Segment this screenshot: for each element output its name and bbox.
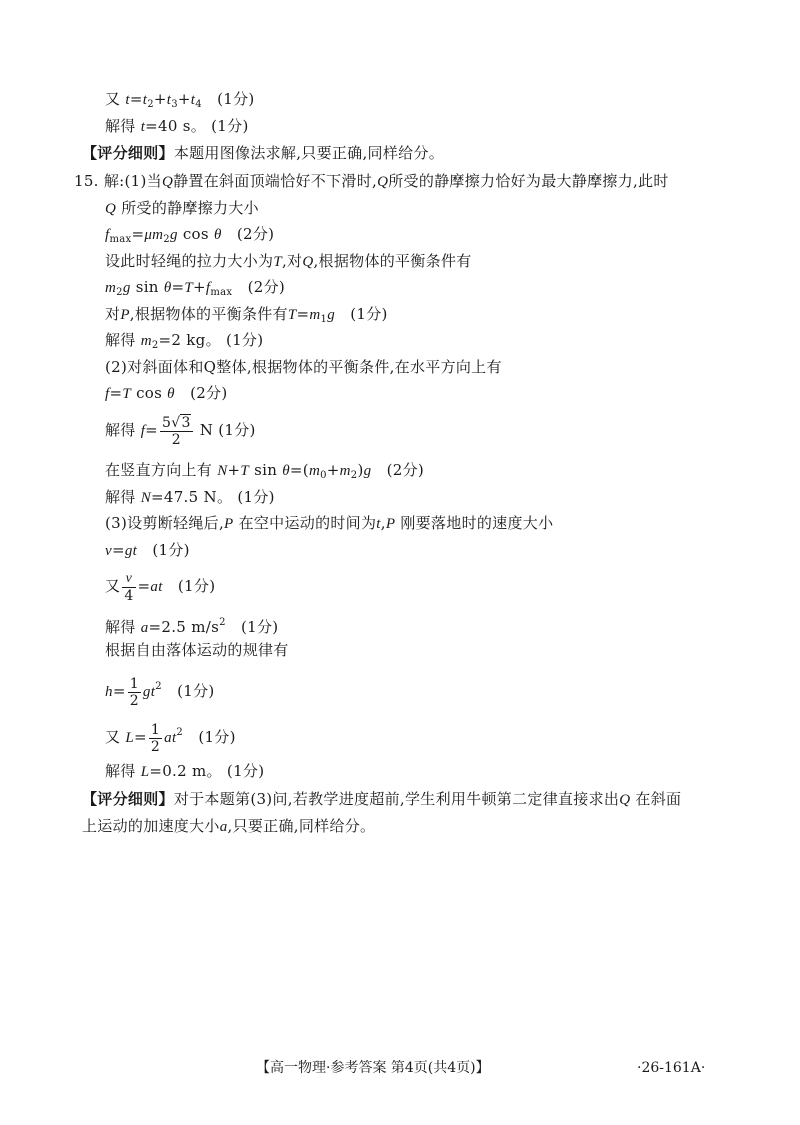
text: 根据自由落体运动的规律有: [105, 641, 289, 659]
score: (1分): [177, 682, 215, 700]
grading-label: 【评分细则】: [82, 144, 174, 162]
fraction: $\frac{5√3}{2}$: [162, 414, 191, 448]
text: (3)设剪断轻绳后,: [105, 514, 225, 532]
result-value: =2.5 m/s: [148, 618, 220, 636]
text: 解:(1)当: [103, 172, 162, 190]
grading-label: 【评分细则】: [82, 790, 174, 808]
text: 所受的静摩擦力大小: [121, 199, 259, 217]
equation-line: 对P,根据物体的平衡条件有$T=m_1g$ (1分): [105, 305, 388, 325]
grading-note: [82, 143, 444, 163]
equation-line: 又 L= $\frac{1}{2}$ $at^2$ (1分): [105, 721, 236, 755]
grading-text: 在斜面: [635, 790, 682, 808]
result-line: 解得 N=47.5 N。 (1分): [105, 488, 275, 506]
score: (1分): [177, 577, 216, 595]
result-line: 解得 t=40 s。 (1分): [105, 117, 249, 135]
score: (2分): [236, 225, 275, 243]
problem-number: 15.: [74, 172, 99, 190]
text: (2)对斜面体和Q整体,根据物体的平衡条件,在水平方向上有: [105, 358, 502, 376]
grading-note: 【评分细则】对于本题第(3)问,若教学进度超前,学生利用牛顿第二定律直接求出Q 在斜面: [82, 790, 682, 808]
result-line: 解得 f= $\frac{5√3}{2}$ N (1分): [105, 414, 256, 448]
text: 在空中运动的时间为: [238, 514, 377, 532]
text-line: (3)设剪断轻绳后,P 在空中运动的时间为t,P 刚要落地时的速度大小: [105, 514, 554, 532]
text: 刚要落地时的速度大小: [400, 514, 554, 532]
text: ,根据物体的平衡条件有: [129, 305, 288, 323]
grading-note-continued: 上运动的加速度大小a,只要正确,同样给分。: [82, 817, 376, 835]
footer-title: 【高一物理·参考答案 第4页(共4页)】: [256, 1060, 490, 1076]
footer-code: ·26-161A·: [637, 1060, 706, 1076]
text: 又: [105, 728, 121, 746]
score: (1分): [152, 541, 190, 559]
grading-text: ,只要正确,同样给分。: [227, 817, 376, 835]
problem-15-intro: 15. 解:(1)当Q静置在斜面顶端恰好不下滑时,Q所受的静摩擦力恰好为最大静摩擦力,此时: [74, 172, 669, 190]
equation-line: f=T cos θ (2分): [105, 384, 228, 402]
equation-line: 又 $\frac{v}{4}$ =at (1分): [105, 570, 216, 604]
grading-text: 对于本题第(3)问,若教学进度超前,学生利用牛顿第二定律直接求出: [173, 790, 620, 808]
score: (1分): [240, 618, 279, 636]
text: 所受的静摩擦力恰好为最大静摩擦力,此时: [388, 172, 669, 190]
text: 静置在斜面顶端恰好不下滑时,: [173, 172, 378, 190]
score: (1分): [350, 305, 388, 323]
result-value: =40 s。 (1分): [145, 117, 249, 135]
text: 解得: [105, 421, 136, 439]
result-line: 解得 a=2.5 $m/s^2$ (1分): [105, 617, 279, 636]
score: (2分): [247, 278, 286, 296]
text: 解得: [105, 488, 136, 506]
text: 设此时轻绳的拉力大小为: [105, 252, 274, 270]
text: ,根据物体的平衡条件有: [313, 252, 472, 270]
result-value: =2 kg。 (1分): [158, 331, 264, 349]
score: (2分): [190, 384, 228, 402]
equation-line: $f_{max}=\mu m_2g$ cos θ (2分): [105, 225, 275, 245]
equation-line: $m_2g$ $\sin \theta=T+f_{max}$ (2分): [105, 278, 286, 298]
result-line: 解得 L=0.2 m。 (1分): [105, 762, 265, 780]
text-line: [105, 640, 289, 660]
text: ,对: [281, 252, 303, 270]
text-line: Q 所受的静摩擦力大小: [105, 199, 259, 217]
equation-line: h= $\frac{1}{2}$ $gt^2$ (1分): [105, 675, 215, 709]
text: 解得: [105, 618, 136, 636]
text: 解得: [105, 331, 136, 349]
fraction: $\frac{v}{4}$: [124, 570, 134, 604]
grading-text: 上运动的加速度大小: [82, 817, 220, 835]
text: 在竖直方向上有: [105, 461, 213, 479]
score: (1分): [217, 90, 255, 108]
fraction: $\frac{1}{2}$: [129, 675, 139, 709]
text-line: 设此时轻绳的拉力大小为T,对Q,根据物体的平衡条件有: [105, 252, 472, 270]
text: 解得: [105, 762, 136, 780]
equation-line: 在竖直方向上有 N+T $\sin \theta=(m_0+m_2)g$ (2分): [105, 461, 425, 481]
result-value: =0.2 m。 (1分): [149, 762, 265, 780]
result-line: 解得 $m_2=2$ kg。 (1分): [105, 331, 264, 351]
text: 解得: [105, 117, 136, 135]
result-value: N (1分): [199, 421, 256, 439]
text: ,: [380, 514, 386, 532]
text: 又: [105, 90, 121, 108]
grading-text: 本题用图像法求解,只要正确,同样给分。: [173, 144, 445, 162]
text: 又: [105, 577, 121, 595]
score: (1分): [198, 728, 236, 746]
text-line: [105, 357, 502, 377]
result-value: =47.5 N。 (1分): [151, 488, 275, 506]
equation-line: v=gt (1分): [105, 541, 190, 559]
text: 对: [105, 305, 121, 323]
score: (2分): [386, 461, 425, 479]
equation-line: 又 $t=t_2+t_3+t_4$ (1分): [105, 90, 255, 110]
fraction: $\frac{1}{2}$: [150, 721, 161, 755]
